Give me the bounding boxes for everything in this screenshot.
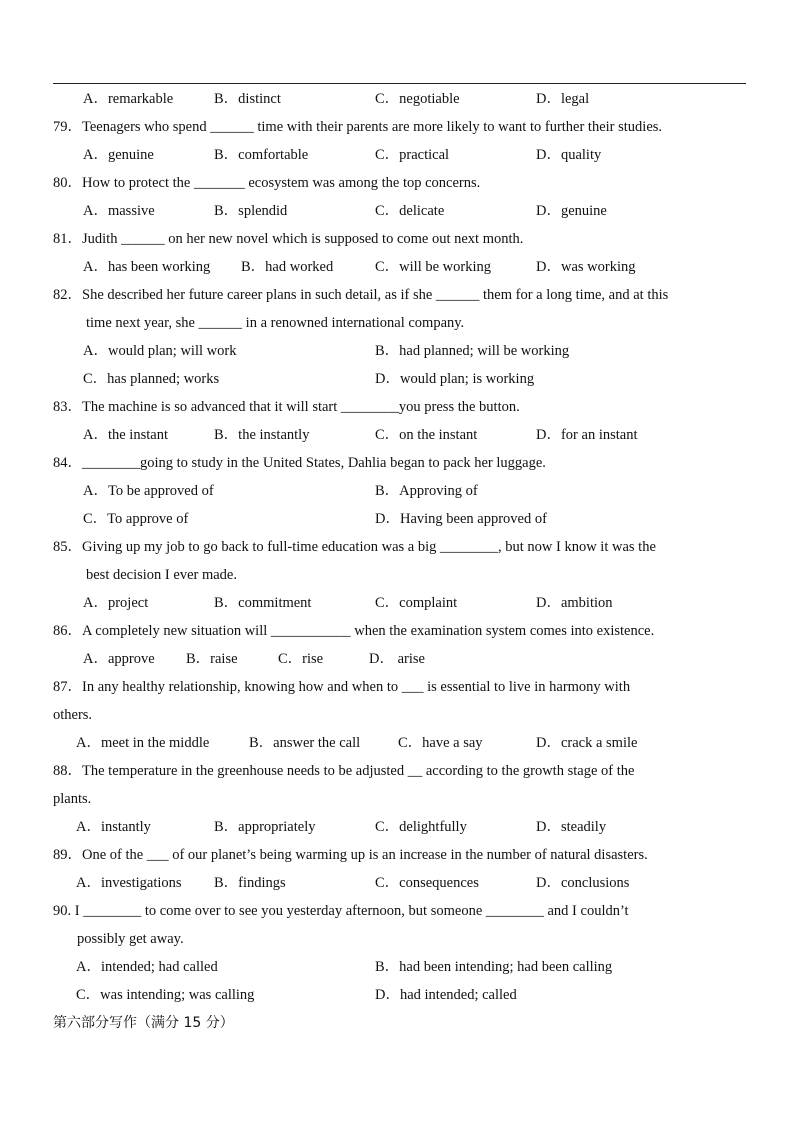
option-c[interactable]: C．To approve of <box>83 511 189 527</box>
option-c[interactable]: C．negotiable <box>375 91 460 107</box>
option-a[interactable]: A．intended; had called <box>76 959 218 975</box>
option-a[interactable]: A．would plan; will work <box>83 343 237 359</box>
option-d[interactable]: D．genuine <box>536 203 607 219</box>
option-d[interactable]: D．ambition <box>536 595 613 611</box>
option-a[interactable]: A．instantly <box>76 819 151 835</box>
question-stem: 84．________going to study in the United States, Dahlia began to pack her luggage. <box>53 455 546 471</box>
section-heading: 第六部分写作（满分 15 分） <box>53 1015 234 1031</box>
question-stem-continued: others. <box>53 707 93 723</box>
option-b[interactable]: B．commitment <box>214 595 312 611</box>
option-c[interactable]: C．practical <box>375 147 450 163</box>
question-stem: 83．The machine is so advanced that it will start ________you press the button. <box>53 399 520 415</box>
option-b[interactable]: B．had worked <box>241 259 334 275</box>
option-d[interactable]: D．would plan; is working <box>375 371 535 387</box>
option-a[interactable]: A．meet in the middle <box>76 735 210 751</box>
question-stem-continued: time next year, she ______ in a renowned international company. <box>86 315 465 331</box>
question-stem: 89．One of the ___ of our planet’s being warming up is an increase in the number of natural disasters. <box>53 847 648 863</box>
option-c[interactable]: C．consequences <box>375 875 479 891</box>
option-a[interactable]: A．has been working <box>83 259 211 275</box>
option-d[interactable]: D．crack a smile <box>536 735 638 751</box>
question-stem: 80．How to protect the _______ ecosystem was among the top concerns. <box>53 175 481 191</box>
option-d[interactable]: D．had intended; called <box>375 987 517 1003</box>
option-a[interactable]: A．remarkable <box>83 91 174 107</box>
option-c[interactable]: C．have a say <box>398 735 483 751</box>
option-b[interactable]: B．had planned; will be working <box>375 343 570 359</box>
option-b[interactable]: B．distinct <box>214 91 281 107</box>
option-b[interactable]: B．Approving of <box>375 483 478 499</box>
option-b[interactable]: B．splendid <box>214 203 288 219</box>
question-stem-continued: best decision I ever made. <box>86 567 237 583</box>
question-stem: 90. I ________ to come over to see you yesterday afternoon, but someone ________ and I couldn’t <box>53 903 629 919</box>
option-d[interactable]: D．steadily <box>536 819 607 835</box>
option-d[interactable]: D．for an instant <box>536 427 638 443</box>
option-b[interactable]: B．comfortable <box>214 147 309 163</box>
question-stem-continued: plants. <box>53 791 92 807</box>
option-d[interactable]: D．quality <box>536 147 602 163</box>
option-b[interactable]: B．had been intending; had been calling <box>375 959 613 975</box>
option-c[interactable]: C．delicate <box>375 203 445 219</box>
option-d[interactable]: D．was working <box>536 259 636 275</box>
option-a[interactable]: A．To be approved of <box>83 483 214 499</box>
option-b[interactable]: B．raise <box>186 651 238 667</box>
option-c[interactable]: C．on the instant <box>375 427 478 443</box>
question-stem: 87．In any healthy relationship, knowing how and when to ___ is essential to live in harmony with <box>53 679 631 695</box>
option-c[interactable]: C．will be working <box>375 259 491 275</box>
question-stem: 81．Judith ______ on her new novel which is supposed to come out next month. <box>53 231 524 247</box>
option-b[interactable]: B．findings <box>214 875 286 891</box>
question-stem: 88．The temperature in the greenhouse needs to be adjusted __ according to the growth stage of the <box>53 763 635 779</box>
option-c[interactable]: C．complaint <box>375 595 458 611</box>
option-d[interactable]: D．conclusions <box>536 875 630 891</box>
option-d[interactable]: D． arise <box>369 651 425 667</box>
question-stem: 82．She described her future career plans in such detail, as if she ______ them for a long time, and at this <box>53 287 669 303</box>
option-c[interactable]: C．delightfully <box>375 819 467 835</box>
option-c[interactable]: C．has planned; works <box>83 371 220 387</box>
option-d[interactable]: D．Having been approved of <box>375 511 547 527</box>
option-a[interactable]: A．project <box>83 595 149 611</box>
option-d[interactable]: D．legal <box>536 91 590 107</box>
option-c[interactable]: C．rise <box>278 651 324 667</box>
question-stem: 85．Giving up my job to go back to full-time education was a big ________, but now I know it was the <box>53 539 656 555</box>
option-a[interactable]: A．investigations <box>76 875 182 891</box>
option-a[interactable]: A．approve <box>83 651 155 667</box>
option-c[interactable]: C．was intending; was calling <box>76 987 255 1003</box>
option-a[interactable]: A．massive <box>83 203 155 219</box>
question-stem-continued: possibly get away. <box>77 931 184 947</box>
option-a[interactable]: A．the instant <box>83 427 168 443</box>
option-a[interactable]: A．genuine <box>83 147 154 163</box>
option-b[interactable]: B．the instantly <box>214 427 310 443</box>
top-divider-line <box>53 83 746 84</box>
option-b[interactable]: B．answer the call <box>249 735 361 751</box>
option-b[interactable]: B．appropriately <box>214 819 316 835</box>
question-stem: 86．A completely new situation will ___________ when the examination system comes into existence. <box>53 623 655 639</box>
question-stem: 79．Teenagers who spend ______ time with their parents are more likely to want to further their studies. <box>53 119 663 135</box>
